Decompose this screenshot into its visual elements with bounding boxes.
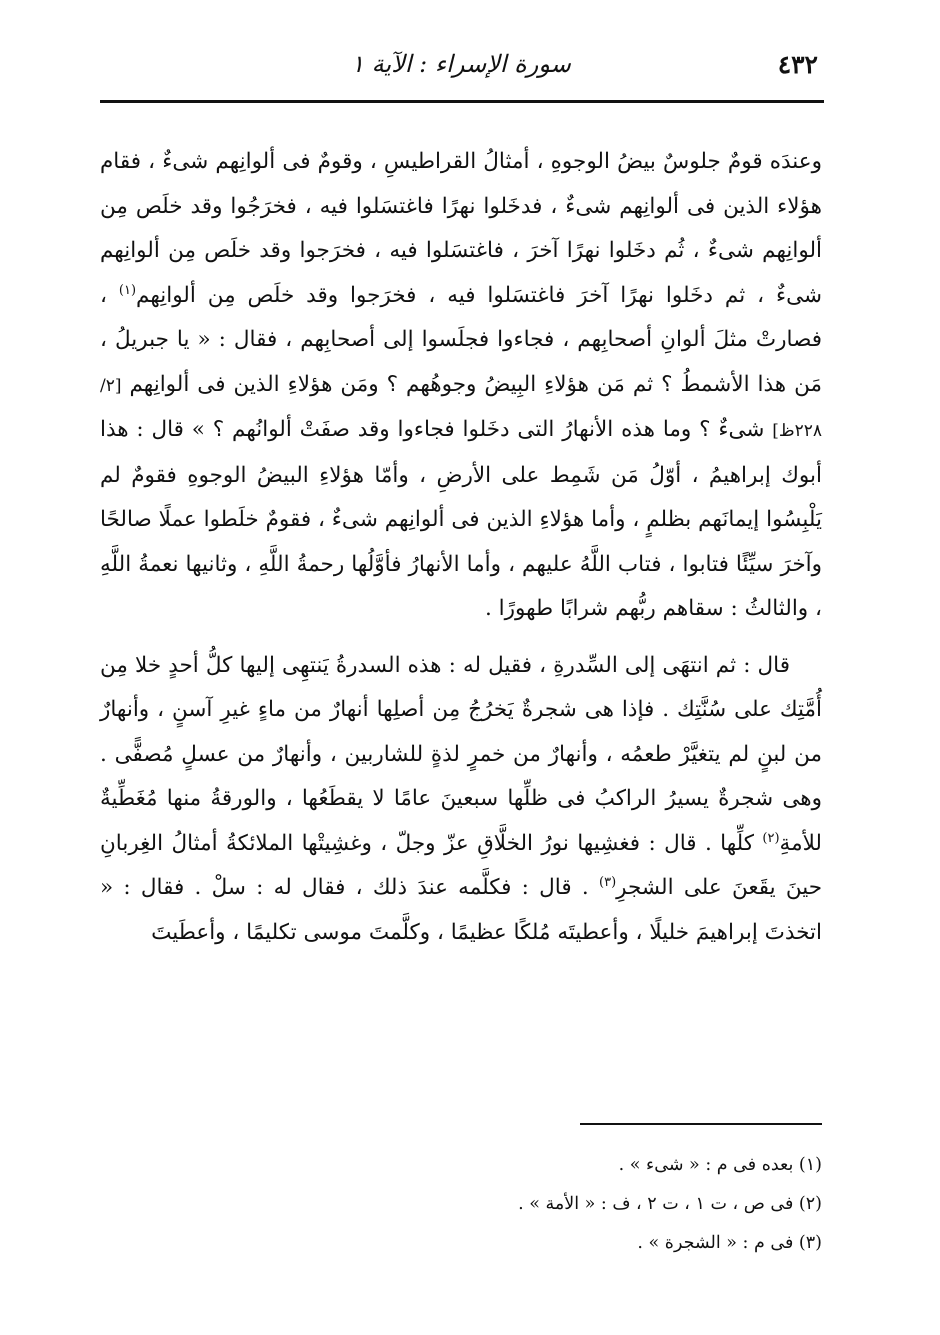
folio-marker: [٢/ ٢٢٨ظ] [100, 375, 822, 441]
header-rule [100, 100, 824, 103]
text-line: هؤلاء الذين فى ألوانِهم شىءٌ ، فدخَلوا نهرًا فاغتسَلوا فيه ، فخرَجُوا وقد خلَص مِن [100, 193, 822, 219]
footnote-3: (٣) فى م : « الشجرة » . [637, 1233, 822, 1253]
text-line: مُصفًّى . وهى شجرةٌ يسيرُ الراكبُ فى ظلِّها سبعينَ عامًا لا يقطَعُها ، والورقةُ منها [100, 741, 822, 811]
text-line: والثالثُ : سقاهم ربُّهم شرابًا طهورًا . [484, 596, 809, 621]
running-title: سورة الإسراء : الآية ١ [351, 50, 571, 78]
page-header [100, 42, 822, 92]
page-number: ٤٣٢ [777, 50, 818, 79]
text-line: « اتخذتَ إبراهيمَ خليلًا ، وأعطيتَه مُلكًا عظيمًا ، وكلَّمتَ موسى تكليمًا ، وأعطَيتَ [100, 875, 822, 945]
footnote-ref-2: (٢) [762, 830, 780, 846]
text-line: مِن أُمَّتِك على سُنَّتِك . فإذا هى شجرةٌ يَخرُجُ مِن أصلِها أنهارٌ من ماءٍ غيرِ آسنٍ ، [100, 652, 822, 722]
text-line: وعندَه قومٌ جلوسٌ بيضُ الوجوهِ ، أمثالُ القراطيسِ ، وقومٌ فى ألوانِهم شىءٌ ، فقام [100, 149, 822, 174]
text-line: ألوانِهم شىءٌ ، ثُم دخَلوا نهرًا آخرَ ، فاغتسَلوا فيه ، فخرَجوا وقد خلَص مِن ألوانِهم [100, 238, 822, 263]
footnote-2: (٢) فى ص ، ت ١ ، ت ٢ ، ف : « الأمة » . [518, 1194, 822, 1214]
text-line: إيمانَهم بظلمٍ ، وأما هؤلاءِ الذين فى ألوانِهم شىءٌ ، فقومٌ خلَطوا عملًا صالحًا وآخرَ [100, 507, 823, 577]
footnote-ref-3: (٣) [599, 874, 617, 890]
footnote-rule [580, 1123, 822, 1125]
footnote-ref-1: (١) [118, 282, 137, 298]
text-line: مَن هذا الأشمطُ ؟ ثم مَن هؤلاءِ البِيضُ وجوهُهم ؟ ومَن هؤلاءِ الذين فى ألوانِهم [129, 371, 822, 397]
main-text [100, 140, 822, 955]
text-line: كلِّها . قال : فغشِيها نورُ الخلَّاقِ عزّ وجلّ ، وغشِيتْها الملائكةُ أمثالُ [171, 830, 754, 856]
text-line: أبوك إبراهيمُ ، أوّلُ مَن شَمِط على الأرضِ ، وأمّا هؤلاءِ البيضُ الوجوهِ فقومٌ لم يَلْبِسُوا [100, 462, 822, 532]
paragraph-2 [100, 644, 822, 956]
text-line: وأنهارٌ من لبنٍ لم يتغيَّرْ طعمُه ، وأنهارٌ من خمرٍ لذةٍ للشاربين ، وأنهارٌ من عسلٍ [100, 697, 822, 767]
text-line: ، فصارتْ مثلَ ألوانِ أصحابِهم ، فجاءوا فجلَسوا إلى أصحابِهم ، فقال : « يا جبريلُ ، [100, 282, 822, 352]
text-line: مُغَطِّيةٌ للأمةِ [100, 786, 822, 856]
paragraph-1 [100, 140, 822, 632]
footnote-1: (١) بعده فى م : « شىء » . [618, 1155, 822, 1175]
text-line: قال : ثم انتهَى إلى السِّدرةِ ، فقيل له : هذه السدرةُ يَنتهِى إليها كلُّ أحدٍ خلا [134, 652, 790, 678]
text-line: شىءٌ ، ثم دخَلوا نهرًا آخرَ فاغتسَلوا فيه ، فخرَجوا وقد خلَص مِن ألوانِهم [136, 282, 822, 308]
text-line: . قال : فكلَّمه عندَ ذلك ، فقال له : سلْ . فقال : [123, 875, 589, 900]
text-line: شىءٌ ؟ وما هذه الأنهارُ التى دخَلوا فجاءوا وقد صفَتْ ألوانُهم ؟ » قال : هذا [100, 417, 765, 442]
text-line: الغِربانِ حينَ يقَعنَ على الشجرِ [100, 830, 822, 900]
footnotes [100, 1146, 822, 1263]
text-line: سيِّئًا فتابوا ، فتاب اللَّهُ عليهم ، وأما الأنهارُ فأوَّلُها رحمةُ اللَّهِ ، وثانيها نعمةُ اللَّهِ ، [100, 551, 822, 621]
